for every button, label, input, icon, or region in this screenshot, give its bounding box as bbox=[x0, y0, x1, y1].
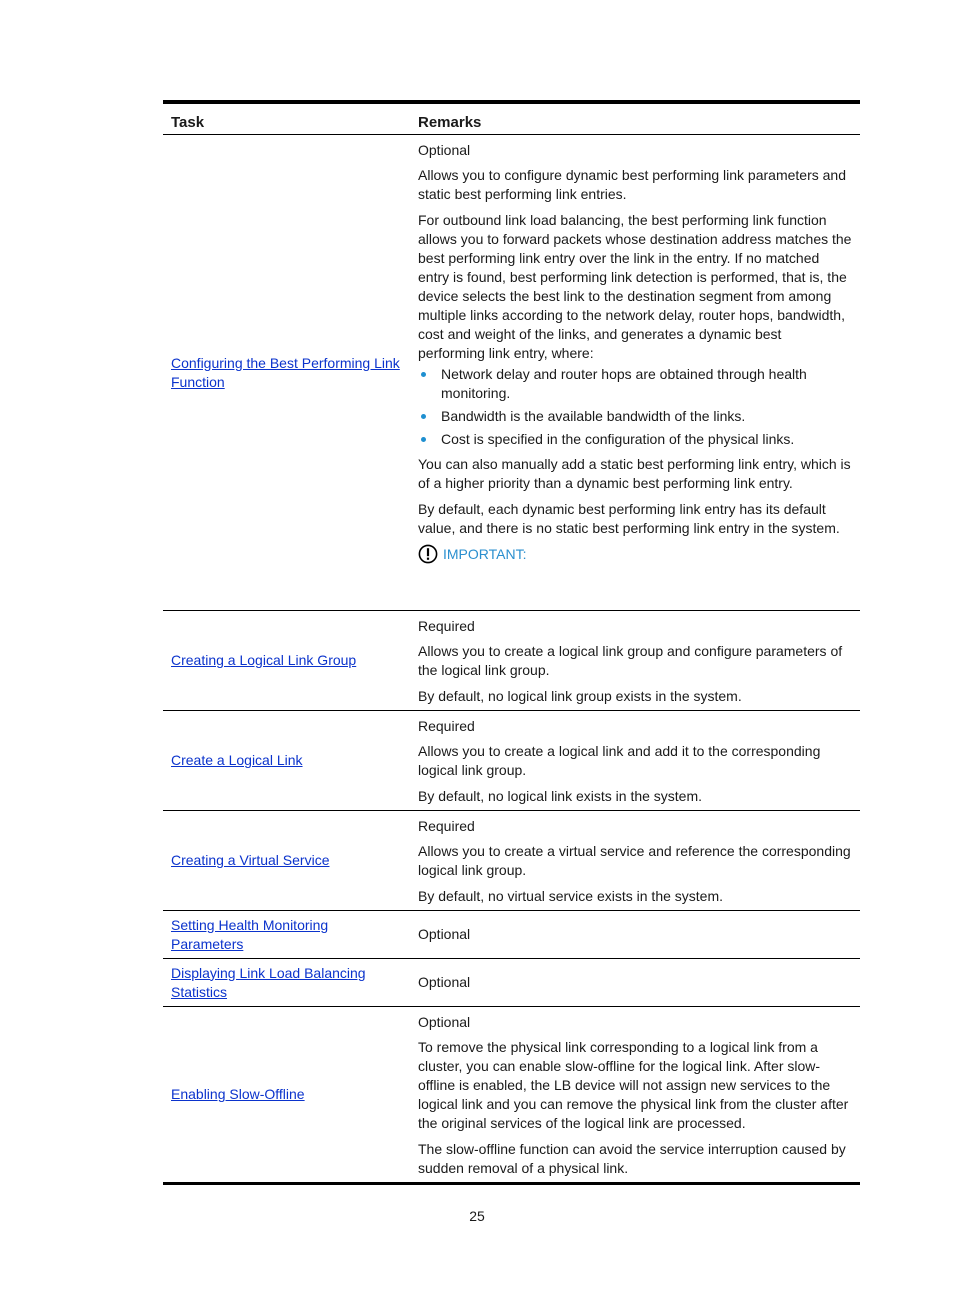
remark-text: The slow-offline function can avoid the service interruption caused by sudden removal of a physical link. bbox=[418, 1141, 846, 1176]
header-remarks: Remarks bbox=[410, 102, 860, 135]
warning-icon bbox=[418, 544, 438, 564]
important-label: IMPORTANT: bbox=[443, 545, 527, 562]
bullet-list bbox=[418, 365, 852, 449]
remark-text: To remove the physical link corresponding to a logical link from a cluster, you can enable slow-offline for the logical link. After slow-offline is enabled, the LB device will not assign new services to the logical link and you can remove the physical link from the cluster after the original services of the logical link are processed. bbox=[418, 1039, 849, 1131]
remark-text: Optional bbox=[418, 142, 471, 158]
task-link-best-performing-link[interactable]: Configuring the Best Performing Link Function bbox=[171, 354, 400, 390]
table-row bbox=[163, 135, 860, 611]
task-link-slow-offline[interactable]: Enabling Slow-Offline bbox=[171, 1086, 305, 1102]
remark-text: For outbound link load balancing, the best performing link function allows you to forward packets whose destination address matches the best performing link entry over the link in the entry. If no matched entry is found, best performing link detection is performed, that is, the device selects the best link to the destination segment from among multiple links according to the network delay, router hops, bandwidth, cost and weight of the links, and generates a dynamic best performing link entry, where: bbox=[418, 212, 852, 361]
remarks-cell bbox=[410, 911, 860, 959]
remarks-cell bbox=[410, 611, 860, 711]
remark-text: By default, no logical link exists in the system. bbox=[418, 788, 703, 804]
task-link-logical-link[interactable]: Create a Logical Link bbox=[171, 752, 303, 768]
task-cell bbox=[163, 611, 410, 711]
remark-text: Allows you to create a logical link and add it to the corresponding logical link group. bbox=[418, 743, 821, 778]
remarks-cell bbox=[410, 959, 860, 1007]
remarks-cell bbox=[410, 1007, 860, 1184]
task-link-load-balancing-statistics[interactable]: Displaying Link Load Balancing Statistics bbox=[171, 964, 366, 1000]
spacer bbox=[418, 566, 852, 606]
remark-text: Allows you to create a virtual service and reference the corresponding logical link group. bbox=[418, 843, 851, 878]
task-cell bbox=[163, 811, 410, 911]
list-item: Bandwidth is the available bandwidth of the links. bbox=[418, 407, 852, 426]
task-cell bbox=[163, 911, 410, 959]
page-number: 25 bbox=[469, 1208, 485, 1224]
remark-text: Optional bbox=[418, 1014, 471, 1030]
document-page bbox=[163, 100, 860, 1185]
remarks-cell bbox=[410, 711, 860, 811]
remark-text: Optional bbox=[418, 974, 471, 990]
table-row bbox=[163, 959, 860, 1007]
table-row bbox=[163, 811, 860, 911]
task-table bbox=[163, 100, 860, 1185]
table-row bbox=[163, 1007, 860, 1184]
remark-text: By default, no virtual service exists in the system. bbox=[418, 888, 724, 904]
table-header-row bbox=[163, 102, 860, 135]
remark-text: Required bbox=[418, 718, 475, 734]
table-row bbox=[163, 911, 860, 959]
task-link-logical-link-group[interactable]: Creating a Logical Link Group bbox=[171, 652, 357, 668]
task-cell bbox=[163, 959, 410, 1007]
task-cell bbox=[163, 135, 410, 611]
remark-text: By default, each dynamic best performing link entry has its default value, and there is no static best performing link entry in the system. bbox=[418, 501, 840, 536]
list-item: Cost is specified in the configuration of the physical links. bbox=[418, 430, 852, 449]
task-cell bbox=[163, 711, 410, 811]
header-task: Task bbox=[163, 102, 410, 135]
remark-text: Allows you to configure dynamic best performing link parameters and static best performing link entries. bbox=[418, 167, 846, 202]
table-row bbox=[163, 711, 860, 811]
remark-text: You can also manually add a static best performing link entry, which is of a higher priority than a dynamic best performing link entry. bbox=[418, 456, 851, 491]
remark-text: By default, no logical link group exists in the system. bbox=[418, 688, 742, 704]
remarks-cell bbox=[410, 811, 860, 911]
remark-text: Allows you to create a logical link group and configure parameters of the logical link group. bbox=[418, 643, 843, 678]
table-row bbox=[163, 611, 860, 711]
remark-text: Optional bbox=[418, 926, 471, 942]
list-item: Network delay and router hops are obtained through health monitoring. bbox=[418, 365, 852, 403]
task-link-health-monitoring[interactable]: Setting Health Monitoring Parameters bbox=[171, 916, 329, 952]
task-cell bbox=[163, 1007, 410, 1184]
remarks-cell bbox=[410, 135, 860, 611]
important-note bbox=[418, 542, 852, 566]
task-link-virtual-service[interactable]: Creating a Virtual Service bbox=[171, 852, 330, 868]
remark-text: Required bbox=[418, 618, 475, 634]
remark-text: Required bbox=[418, 818, 475, 834]
